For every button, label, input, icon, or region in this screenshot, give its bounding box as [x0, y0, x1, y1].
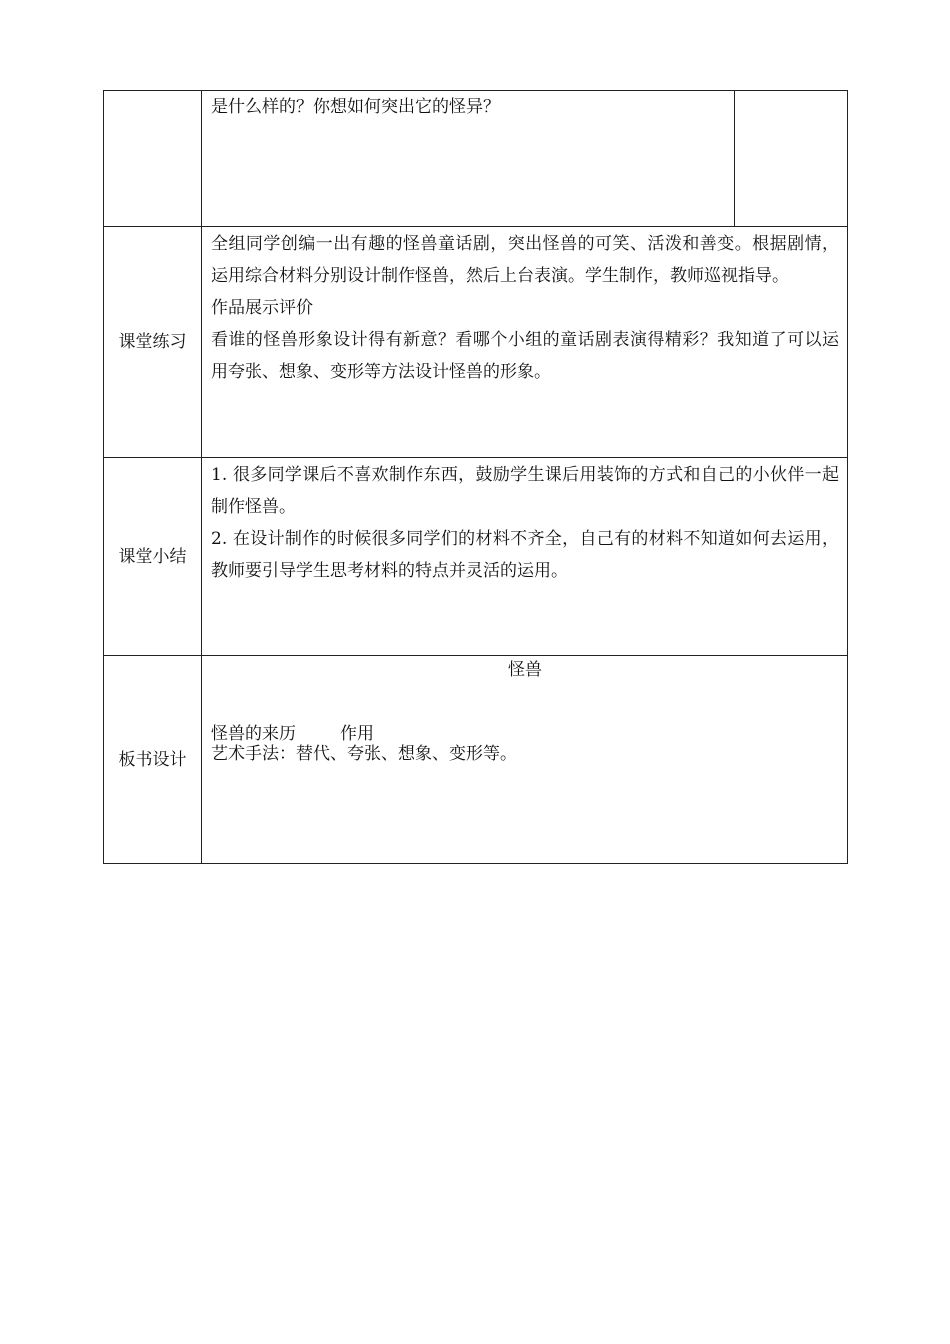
paragraph: 1. 很多同学课后不喜欢制作东西，鼓励学生课后用装饰的方式和自己的小伙伴一起制作怪兽。: [211, 465, 839, 517]
side-empty-cell: [734, 91, 847, 226]
row-label-board: 板书设计: [104, 656, 202, 864]
row-content-practice: [202, 227, 848, 458]
table-row: [104, 656, 848, 864]
row-label: [104, 91, 202, 227]
board-line-2: 艺术手法：替代、夸张、想象、变形等。: [211, 744, 517, 764]
table-row: [104, 458, 848, 656]
board-line-1: [211, 724, 839, 744]
table-row: [104, 91, 848, 227]
row-content-summary: [202, 458, 848, 656]
row-content-board: [202, 656, 848, 864]
row-content-cell: [202, 91, 848, 227]
paragraph: 2. 在设计制作的时候很多同学们的材料不齐全，自己有的材料不知道如何去运用，教师要引导学生思考材料的特点并灵活的运用。: [211, 529, 839, 581]
row-content: 是什么样的？你想如何突出它的怪异？: [211, 97, 500, 117]
paragraph: 看谁的怪兽形象设计得有新意？看哪个小组的童话剧表演得精彩？我知道了可以运用夸张、想象、变形等方法设计怪兽的形象。: [211, 330, 839, 382]
lesson-plan-table: [103, 90, 848, 864]
table-row: [104, 227, 848, 458]
board-function: 作用: [340, 724, 374, 744]
paragraph: 作品展示评价: [211, 298, 313, 318]
paragraph: 全组同学创编一出有趣的怪兽童话剧，突出怪兽的可笑、活泼和善变。根据剧情，运用综合材料分别设计制作怪兽，然后上台表演。学生制作，教师巡视指导。: [211, 234, 839, 286]
board-origin: 怪兽的来历: [211, 724, 296, 744]
row-label-summary: 课堂小结: [104, 458, 202, 656]
row-label-practice: 课堂练习: [104, 227, 202, 458]
board-title: 怪兽: [508, 660, 542, 680]
